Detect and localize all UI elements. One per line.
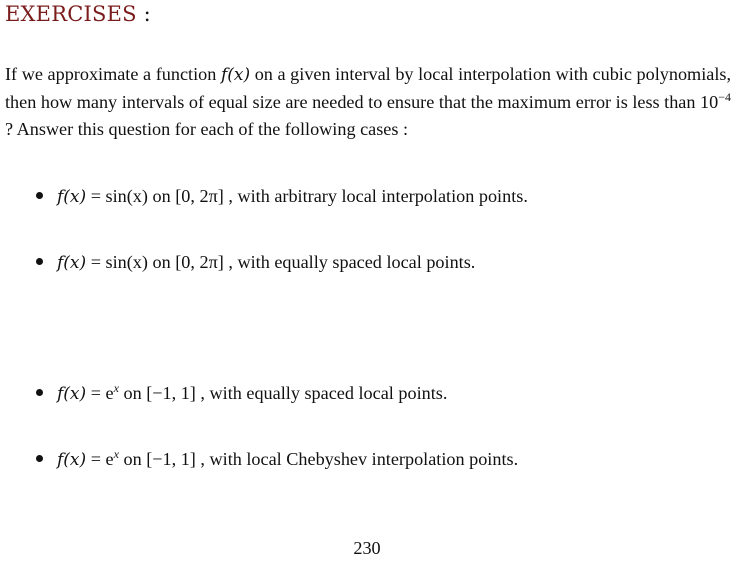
case-description: , with local Chebyshev interpolation points. [195, 449, 519, 469]
case-function: f(x) [57, 450, 87, 470]
case-on-word: on [118, 383, 147, 403]
case-definition: = e [86, 383, 114, 403]
case-on-word: on [147, 252, 176, 272]
case-exponent: x [113, 447, 119, 461]
case-definition: = sin(x) [86, 186, 148, 206]
case-interval: [0, 2π] [175, 252, 224, 272]
case-on-word: on [118, 449, 147, 469]
case-description: , with arbitrary local interpolation points. [223, 186, 528, 206]
case-item-2 [36, 252, 475, 273]
heading-colon: : [143, 2, 151, 26]
paragraph-function: f(x) [220, 65, 251, 85]
case-function: f(x) [57, 187, 87, 207]
case-interval: [−1, 1] [146, 449, 196, 469]
page-number: 230 [353, 538, 381, 558]
bullet-icon [36, 258, 43, 265]
case-item-3 [36, 383, 447, 404]
case-function: f(x) [57, 384, 87, 404]
paragraph-text-middle: on a given interval by local interpolation with cubic polynomials, then how many intervals of equal size are needed to ensure that the maximum error is less than [5, 64, 732, 112]
case-interval: [0, 2π] [175, 186, 224, 206]
error-exponent: −4 [718, 90, 731, 104]
case-exponent: x [113, 381, 119, 395]
case-definition: = sin(x) [86, 252, 148, 272]
case-item-1 [36, 186, 528, 207]
paragraph-text-start: If we approximate a function [5, 64, 221, 84]
case-description: , with equally spaced local points. [223, 252, 476, 272]
section-heading [5, 2, 151, 26]
case-on-word: on [147, 186, 176, 206]
bullet-icon [36, 192, 43, 199]
error-base: 10 [700, 92, 719, 112]
bullet-icon [36, 389, 43, 396]
exercise-paragraph [5, 61, 731, 143]
bullet-icon [36, 455, 43, 462]
case-description: , with equally spaced local points. [195, 383, 448, 403]
case-interval: [−1, 1] [146, 383, 196, 403]
case-function: f(x) [57, 253, 87, 273]
case-definition: = e [86, 449, 114, 469]
case-item-4 [36, 449, 518, 470]
paragraph-text-end: ? Answer this question for each of the following cases : [5, 119, 409, 139]
heading-title: EXERCISES [5, 2, 137, 26]
